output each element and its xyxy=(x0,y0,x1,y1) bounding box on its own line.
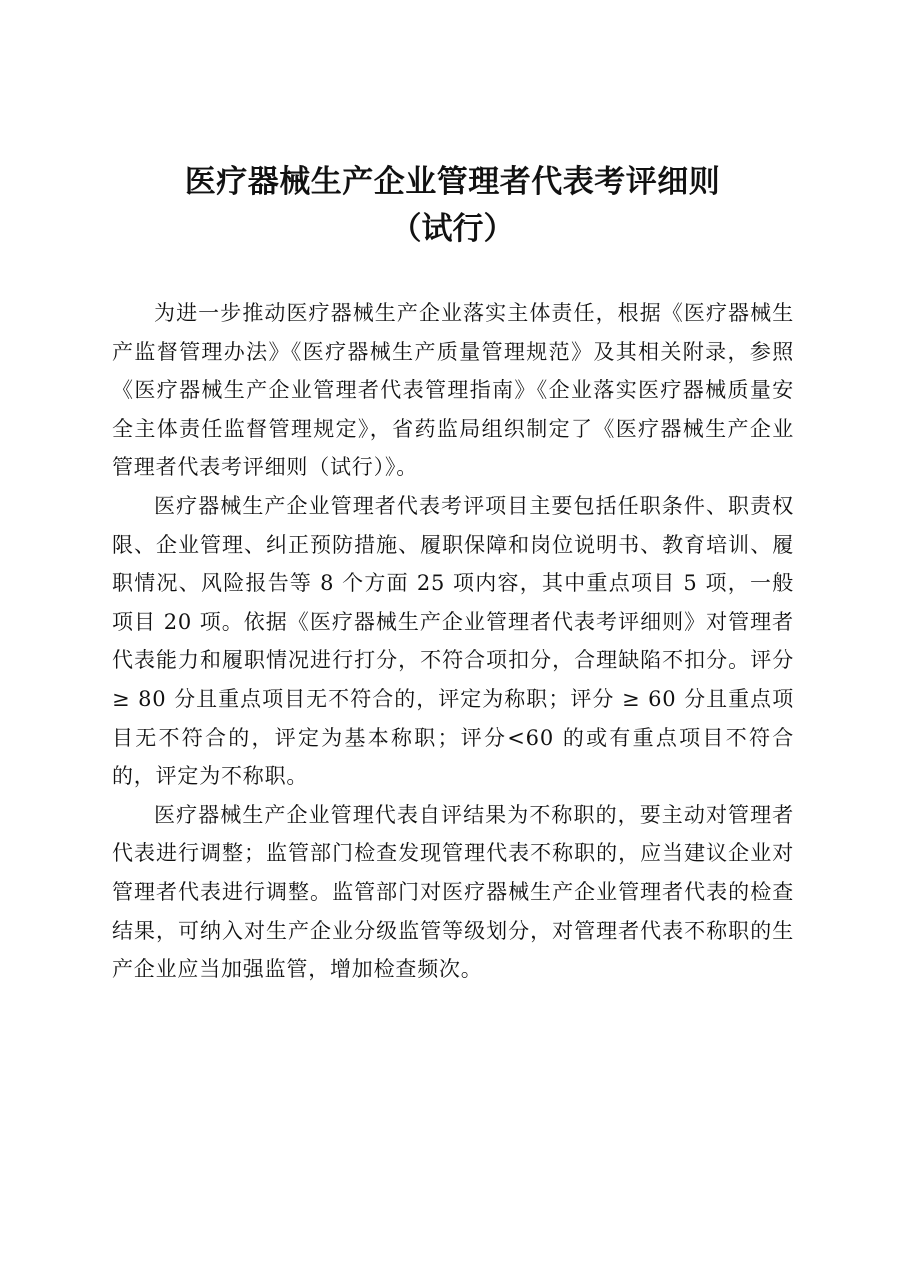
document-subtitle: （试行） xyxy=(390,211,515,247)
paragraph-2: 医疗器械生产企业管理者代表考评项目主要包括任职条件、职责权限、企业管理、纠正预防措施、履职保障和岗位说明书、教育培训、履职情况、风险报告等 8 个方面 25 项内容，其中重点项目 5 项，一般项目 20 项。依据《医疗器械生产企业管理者代表考评细则》对管理者代表能力和履职情况进行打分，不符合项扣分，合理缺陷不扣分。评分 ≥ 80 分且重点项目无不符合的，评定为称职；评分 ≥ 60 分且重点项目无不符合的，评定为基本称职；评分<60 的或有重点项目不符合的，评定为不称职。 xyxy=(112,493,794,789)
paragraph-3: 医疗器械生产企业管理代表自评结果为不称职的，要主动对管理者代表进行调整；监管部门检查发现管理代表不称职的，应当建议企业对管理者代表进行调整。监管部门对医疗器械生产企业管理者代表的检查结果，可纳入对生产企业分级监管等级划分，对管理者代表不称职的生产企业应当加强监管，增加检查频次。 xyxy=(112,802,794,982)
paragraph-1: 为进一步推动医疗器械生产企业落实主体责任，根据《医疗器械生产监督管理办法》《医疗器械生产质量管理规范》及其相关附录，参照《医疗器械生产企业管理者代表管理指南》《企业落实医疗器械质量安全主体责任监督管理规定》，省药监局组织制定了《医疗器械生产企业管理者代表考评细则（试行）》。 xyxy=(112,301,794,480)
document-title: 医疗器械生产企业管理者代表考评细则 xyxy=(184,164,721,200)
document-body xyxy=(112,294,794,989)
